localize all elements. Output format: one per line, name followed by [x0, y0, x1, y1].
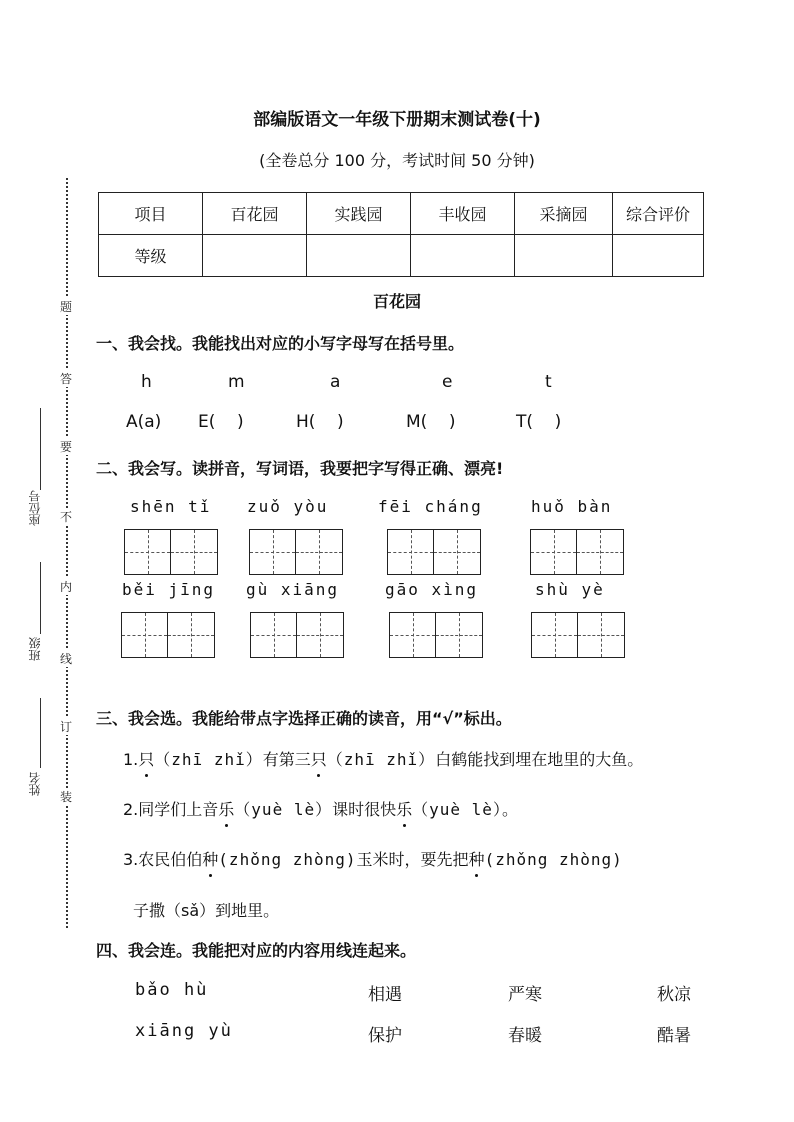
- uppercase-answer[interactable]: T( ): [516, 412, 562, 432]
- question-4-heading: 四、我会连。我能把对应的内容用线连起来。: [96, 941, 417, 960]
- table-header-cell: 百花园: [203, 193, 307, 235]
- table-header-cell: 综合评价: [613, 193, 704, 235]
- uppercase-answer[interactable]: E( ): [198, 412, 244, 432]
- grade-cell[interactable]: [613, 235, 704, 277]
- match-word[interactable]: 严寒: [508, 985, 542, 1005]
- writing-grid[interactable]: [250, 612, 344, 658]
- writing-grid[interactable]: [124, 529, 218, 575]
- dotted-char: 乐: [218, 797, 234, 820]
- pinyin-choice[interactable]: (zhǒng zhòng): [218, 850, 357, 869]
- pinyin-label: fēi cháng: [378, 497, 483, 516]
- question-1-heading: 一、我会找。我能找出对应的小写字母写在括号里。: [96, 334, 465, 353]
- class-line[interactable]: [40, 562, 41, 634]
- pinyin-choice[interactable]: （zhī zhǐ）: [154, 750, 263, 769]
- margin-char: 要: [59, 440, 72, 454]
- pinyin-label: shēn tǐ: [130, 497, 212, 516]
- line-prefix: 3.农民伯伯: [123, 850, 203, 869]
- pinyin-choice[interactable]: （yuè lè）: [412, 800, 502, 819]
- pinyin-label: huǒ bàn: [531, 497, 613, 516]
- grade-cell[interactable]: [203, 235, 307, 277]
- match-word[interactable]: 保护: [368, 1026, 402, 1046]
- match-word[interactable]: 春暖: [508, 1026, 542, 1046]
- margin-char: 装: [59, 790, 72, 804]
- margin-char: 线: [59, 652, 72, 666]
- lowercase-letter: m: [228, 372, 245, 392]
- match-word[interactable]: 秋凉: [657, 985, 691, 1005]
- class-label: 班级: [28, 637, 42, 661]
- margin-char: 题: [59, 300, 72, 314]
- dotted-char: 种: [202, 847, 218, 870]
- line-text: 。: [501, 800, 518, 819]
- table-header-cell: 采摘园: [515, 193, 613, 235]
- match-word[interactable]: 酷暑: [657, 1026, 691, 1046]
- match-pinyin[interactable]: bǎo hù: [135, 980, 209, 1000]
- lowercase-letter: e: [442, 372, 453, 392]
- table-header-cell: 项目: [99, 193, 203, 235]
- pinyin-label: zuǒ yòu: [247, 497, 329, 516]
- grade-cell[interactable]: [411, 235, 515, 277]
- question-3-heading: 三、我会选。我能给带点字选择正确的读音，用“√”标出。: [96, 709, 512, 728]
- question-3-line-4: 子撒（sǎ）到地里。: [133, 901, 280, 920]
- name-line[interactable]: [40, 698, 41, 768]
- question-3-line-1: [123, 747, 643, 770]
- line-prefix: 2.同学们上音: [123, 800, 219, 819]
- lowercase-letter: t: [545, 372, 552, 392]
- line-text: 玉米时，要先把: [356, 850, 469, 869]
- margin-char: 内: [59, 580, 72, 594]
- pinyin-label: běi jīng: [122, 580, 216, 599]
- binding-line: [66, 178, 68, 928]
- writing-grid[interactable]: [387, 529, 481, 575]
- match-pinyin[interactable]: xiāng yù: [135, 1021, 233, 1041]
- seat-number-label: 座位号: [28, 490, 42, 526]
- dotted-char: 只: [311, 747, 327, 770]
- exam-info: (全卷总分 100 分，考试时间 50 分钟): [259, 151, 535, 170]
- lowercase-letter: h: [141, 372, 152, 392]
- pinyin-choice[interactable]: （yuè lè）: [234, 800, 333, 819]
- writing-grid[interactable]: [389, 612, 483, 658]
- line-text: 有第三: [262, 750, 311, 769]
- uppercase-answer: A(a): [126, 412, 162, 432]
- page-title: 部编版语文一年级下册期末测试卷(十): [253, 110, 541, 130]
- writing-grid[interactable]: [531, 612, 625, 658]
- table-row-label: 等级: [99, 235, 203, 277]
- table-row: [99, 193, 704, 235]
- lowercase-letter: a: [330, 372, 341, 392]
- table-row: [99, 235, 704, 277]
- grade-cell[interactable]: [515, 235, 613, 277]
- name-label: 姓名: [28, 772, 42, 796]
- table-header-cell: 丰收园: [411, 193, 515, 235]
- pinyin-choice[interactable]: (zhǒng zhòng): [484, 850, 623, 869]
- writing-grid[interactable]: [249, 529, 343, 575]
- line-text: 课时很快: [332, 800, 397, 819]
- section-title: 百花园: [372, 292, 421, 311]
- pinyin-label: gāo xìng: [385, 580, 479, 599]
- uppercase-answer[interactable]: M( ): [406, 412, 456, 432]
- pinyin-label: gù xiāng: [246, 580, 340, 599]
- question-2-heading: 二、我会写。读拼音，写词语，我要把字写得正确、漂亮!: [96, 459, 504, 478]
- grade-table: [98, 192, 704, 277]
- margin-char: 不: [59, 510, 72, 524]
- writing-grid[interactable]: [530, 529, 624, 575]
- question-3-line-2: [123, 797, 518, 820]
- question-3-line-3: [123, 847, 623, 870]
- uppercase-answer[interactable]: H( ): [296, 412, 344, 432]
- dotted-char: 只: [138, 747, 154, 770]
- seat-number-line[interactable]: [40, 408, 41, 490]
- match-word[interactable]: 相遇: [368, 985, 402, 1005]
- line-text: 白鹤能找到埋在地里的大鱼。: [435, 750, 644, 769]
- margin-char: 订: [59, 720, 72, 734]
- grade-cell[interactable]: [307, 235, 411, 277]
- dotted-char: 种: [469, 847, 485, 870]
- line-prefix: 1.: [123, 750, 139, 769]
- margin-char: 答: [59, 372, 72, 386]
- writing-grid[interactable]: [121, 612, 215, 658]
- table-header-cell: 实践园: [307, 193, 411, 235]
- dotted-char: 乐: [396, 797, 412, 820]
- pinyin-label: shù yè: [535, 580, 605, 599]
- pinyin-choice[interactable]: （zhī zhǐ）: [326, 750, 436, 769]
